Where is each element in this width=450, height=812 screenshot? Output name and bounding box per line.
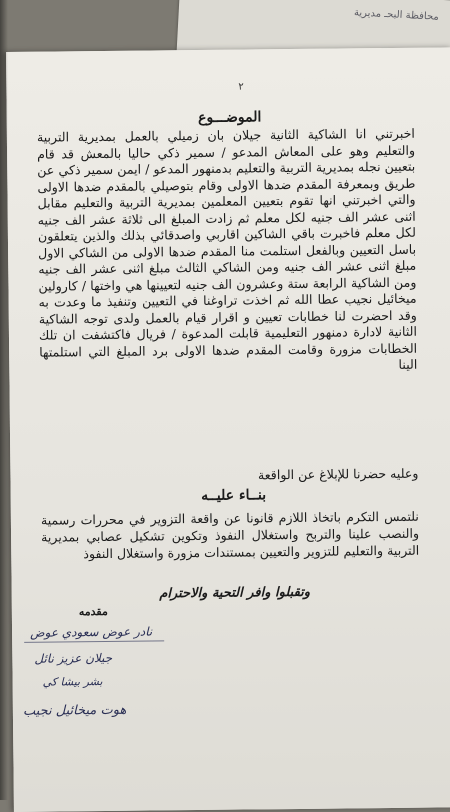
therefore-heading: بنــاء عليــه	[201, 487, 267, 504]
signature-4: هوت ميخائيل نجيب	[22, 702, 127, 719]
regards-line: وتقبلوا وافر التحية والاحترام	[159, 584, 311, 602]
body-paragraph: اخبرتني انا الشاكية الثانية جيلان بان زميلي بالعمل بمديرية التربية والتعليم وهو على المعاش المدعو / سمير ذكي حاليا بالمعش قد قام بتعيين نجله بمديرية التربية والتعليم بدمنهور المدعو / ايمن سمير ذكي عن طريق وبمعرفة المقدم ضدها الاولى وقام بتوصيلي بالمقدم ضدها الاولى والتي اخبرتني انها تقوم بتعيين المعلمين بمديرية التربية والتعليم مقابل اثنى عشر الف جنيه لكل معلم ثم زادت المبلغ الى ثلاثة عشر الف جنيه لكل معلم فاخبرت باقي الشاكين اقاربي واصدقائي بذلك والذين يتعلقون باسل التعيين وبالفعل استلمت منا المقدم ضدها الاولى من الشاكي الاول مبلغ اثنى عشر الف جنيه ومن الشاكي الثالث مبلغ اثنى عشر الف جنيه ومن الشاكية الرابعة ستة وعشرون الف جنيه لتعيينها هي واختها / كارولين ميخائيل نجيب عطا الله ثم اخذت تراوغنا في التعيين وتنفيذ ما وعدت به وقد احضرت لنا خطابات تعيين و اقرار قيام بالعمل ولدى توجه الشاكية الثانية لادارة دمنهور التعليمية قابلت المدعوة / فريال فاكتشفت ان تلك الخطابات مزورة وقامت المقدم ضدها الاولى برد المبلغ التي استلمتها الينا	[36, 125, 418, 372]
signature-1: نادر عوض سعودي عوض	[30, 624, 153, 640]
request-paragraph: نلتمس التكرم باتخاذ اللازم قانونا عن واقعة التزوير في محررات رسمية والنصب علينا والتربح واستغلال النفوذ وتكوين تشكيل عصابي بمديرية التربية والتعليم للتزوير والتعيين بمستندات مزورة واستغلال النفوذ	[40, 508, 420, 562]
underlying-sheet-header: محافظة البحـ مديرية	[353, 7, 440, 23]
signature-2: جيلان عزيز نائل	[34, 650, 113, 666]
document-page	[6, 47, 450, 812]
edge-shadow	[0, 0, 8, 800]
closing-line: وعليه حضرنا للإبلاغ عن الواقعة	[257, 465, 419, 483]
signature-underline	[24, 640, 164, 642]
signature-3: بشر بيشا كي	[42, 675, 103, 689]
signature-block	[12, 618, 213, 750]
subject-heading: الموضـــوع	[197, 109, 262, 126]
page-number: ٢	[238, 81, 244, 93]
submitted-by-label: مقدمه	[78, 604, 108, 619]
